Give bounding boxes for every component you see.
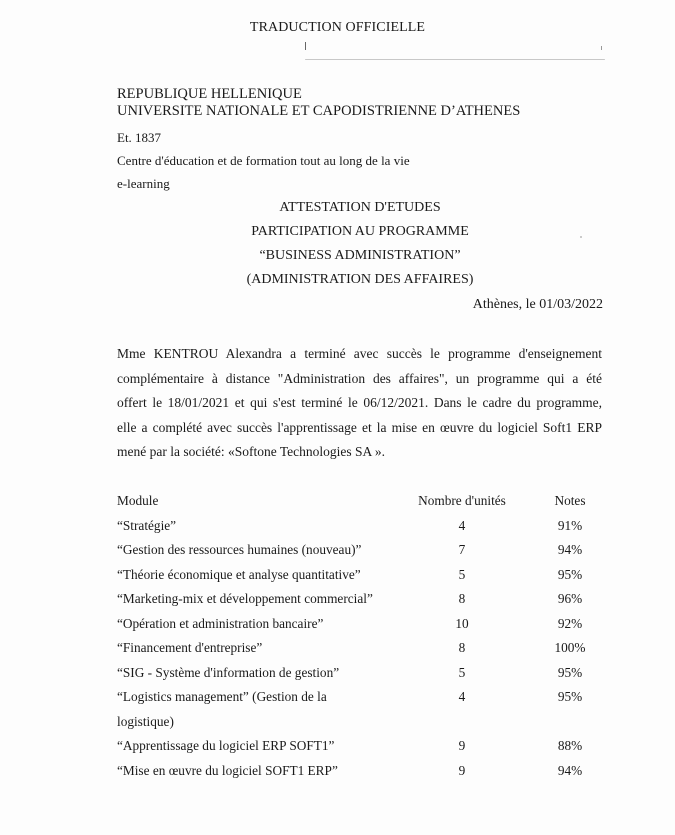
- established-year: Et. 1837: [117, 130, 162, 145]
- module-units: 9: [458, 738, 466, 753]
- module-grade: 95%: [557, 689, 583, 704]
- module-units: 8: [458, 591, 466, 606]
- module-name: “SIG - Système d'information de gestion”: [117, 664, 340, 680]
- module-units: 5: [458, 664, 466, 680]
- module-units: 4: [458, 517, 466, 533]
- module-name: “Marketing-mix et développement commercial”: [117, 591, 373, 606]
- module-units: 9: [458, 762, 466, 778]
- module-grade: 95%: [557, 566, 583, 582]
- scan-mark: [601, 46, 602, 50]
- table-row: [117, 685, 607, 734]
- paragraph-line: offert le 18/01/2021 et qui s'est terminé le 06/12/2021. Dans le cadre du programme,: [117, 395, 602, 410]
- module-grade: 91%: [557, 517, 583, 533]
- module-name: “Stratégie”: [117, 517, 177, 533]
- module-grade: 96%: [557, 591, 583, 606]
- table-row: [117, 661, 607, 686]
- module-units: 10: [455, 615, 469, 631]
- translation-title: TRADUCTION OFFICIELLE: [249, 20, 426, 35]
- table-row: [117, 636, 607, 661]
- table-row: [117, 563, 607, 588]
- module-grade: 95%: [557, 664, 583, 680]
- header-module: Module: [117, 493, 159, 508]
- module-grade: 100%: [554, 640, 586, 655]
- module-grade: 94%: [557, 542, 583, 557]
- country-name: REPUBLIQUE HELLENIQUE: [117, 86, 302, 102]
- module-name: “Logistics management” (Gestion de la logistique): [117, 689, 327, 729]
- header-units: Nombre d'unités: [418, 493, 506, 508]
- attestation-title: ATTESTATION D'ETUDES: [279, 200, 441, 215]
- module-name: “Mise en œuvre du logiciel SOFT1 ERP”: [117, 762, 338, 778]
- paragraph-line: mené par la société: «Softone Technologies SA ».: [117, 444, 385, 459]
- module-name: “Apprentissage du logiciel ERP SOFT1”: [117, 738, 335, 753]
- table-header-row: [117, 489, 607, 514]
- scan-mark: [305, 42, 306, 50]
- place-date: Athènes, le 01/03/2022: [472, 297, 603, 312]
- table-row: [117, 759, 607, 784]
- module-grade: 94%: [557, 762, 583, 778]
- module-name: “Théorie économique et analyse quantitative”: [117, 566, 361, 582]
- module-units: 5: [458, 566, 466, 582]
- table-row: [117, 538, 607, 563]
- module-units: 8: [458, 640, 466, 655]
- table-row: [117, 587, 607, 612]
- module-name: “Financement d'entreprise”: [117, 640, 263, 655]
- table-row: [117, 514, 607, 539]
- paragraph-line: Mme KENTROU Alexandra a terminé avec succès le programme d'enseignement: [117, 346, 602, 361]
- header-notes: Notes: [554, 493, 586, 508]
- program-title: “BUSINESS ADMINISTRATION”: [259, 248, 461, 263]
- learning-mode: e-learning: [117, 176, 170, 191]
- modules-table: [117, 489, 607, 783]
- module-units: 7: [458, 542, 466, 557]
- stamp-line: [305, 59, 605, 60]
- module-grade: 88%: [557, 738, 583, 753]
- program-subtitle: (ADMINISTRATION DES AFFAIRES): [246, 272, 474, 287]
- attestation-paragraph: [117, 342, 602, 465]
- module-name: “Opération et administration bancaire”: [117, 615, 324, 631]
- paragraph-line: complémentaire à distance "Administration des affaires", un programme qui a été: [117, 370, 602, 386]
- participation-title: PARTICIPATION AU PROGRAMME: [251, 224, 469, 239]
- centre-name: Centre d'éducation et de formation tout au long de la vie: [117, 153, 410, 168]
- module-units: 4: [458, 689, 466, 704]
- table-row: [117, 734, 607, 759]
- module-grade: 92%: [557, 615, 583, 631]
- module-name: “Gestion des ressources humaines (nouveau)”: [117, 542, 362, 557]
- paragraph-line: elle a complété avec succès l'apprentissage et la mise en œuvre du logiciel Soft1 ERP: [117, 419, 602, 435]
- table-row: [117, 612, 607, 637]
- university-name: UNIVERSITE NATIONALE ET CAPODISTRIENNE D’ATHENES: [117, 103, 521, 119]
